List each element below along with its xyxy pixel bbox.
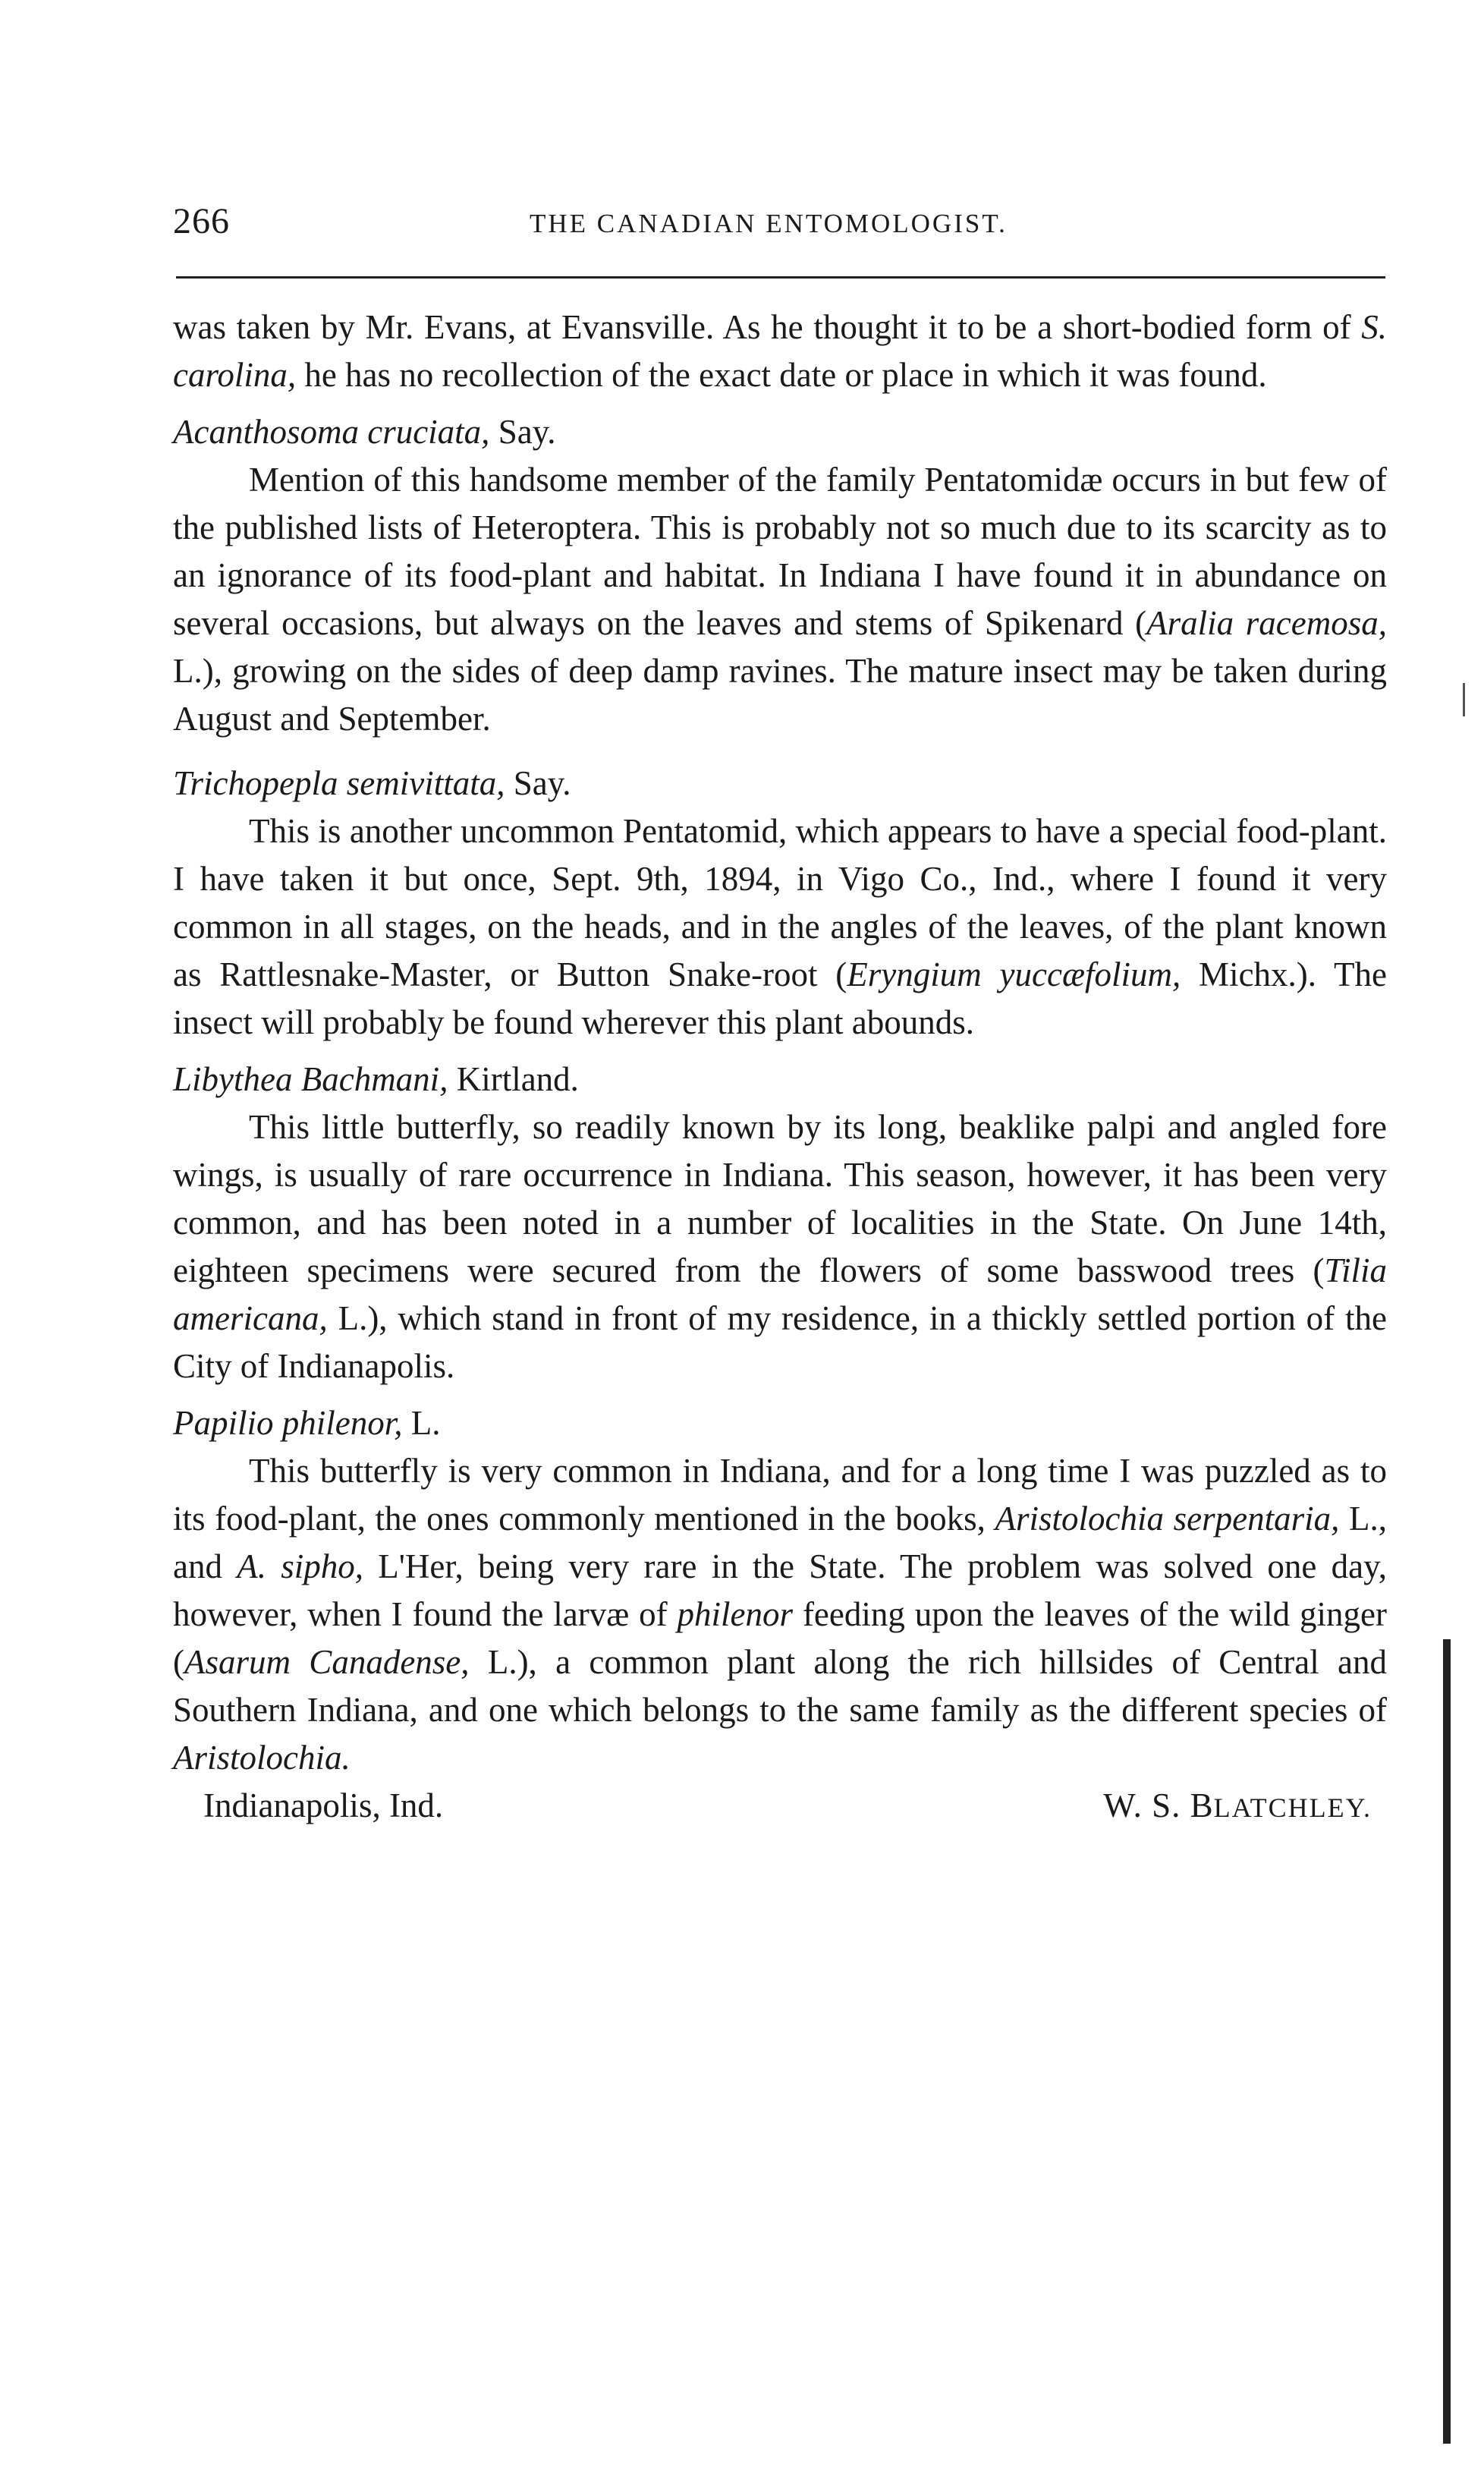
text-run: was taken by Mr. Evans, at Evansville. As he thought it to be a short-bodied form of <box>173 308 1362 346</box>
species-name: A. sipho, <box>237 1547 364 1585</box>
species-name: Tilia americana, <box>173 1251 1387 1337</box>
species-heading <box>173 408 1387 456</box>
page-number: 266 <box>173 201 230 241</box>
species-author: Kirtland. <box>448 1060 579 1098</box>
author-surname-rest: LATCHLEY. <box>1213 1793 1372 1823</box>
running-title: THE CANADIAN ENTOMOLOGIST. <box>530 209 1008 238</box>
text-run: he has no recollection of the exact date or place in which it was found. <box>296 356 1267 394</box>
page-header <box>173 199 1384 252</box>
text-run: L., and <box>173 1500 1388 1585</box>
text-run: L'Her, being very rare in the State. The problem was solved one day, however, when I found the larvæ of <box>173 1547 1387 1633</box>
author-initials: W. S. B <box>1103 1786 1214 1824</box>
signoff-author <box>1103 1782 1372 1832</box>
signoff <box>173 1782 1387 1830</box>
species-paragraph <box>173 807 1387 1047</box>
species-paragraph <box>173 456 1387 743</box>
species-heading <box>173 760 1387 807</box>
species-name: philenor <box>677 1595 794 1633</box>
species-author: L. <box>402 1404 441 1442</box>
species-name: Aristolochia. <box>173 1739 351 1777</box>
species-name: Acanthosoma cruciata, <box>173 413 490 451</box>
text-run: This little butterfly, so readily known by its long, beaklike palpi and angled fore wings, is usually of rare occurrence in Indiana. This season, however, it has been very common, and has been noted in a number of localities in the State. On June 14th, eighteen specimens were secured from the flowers of some basswood trees ( <box>173 1108 1387 1289</box>
text-run: L.), a common plant along the rich hillsides of Central and Southern Indiana, and one which belongs to the same family as the different species of <box>173 1643 1387 1729</box>
species-heading <box>173 1399 1387 1447</box>
intro-paragraph <box>173 304 1387 399</box>
text-run: This is another uncommon Pentatomid, which appears to have a special food-plant. I have taken it but once, Sept. 9th, 1894, in Vigo Co., Ind., where I found it very common in all stages, on the heads, and in the angles of the leaves, of the plant known as Rattlesnake-Master, or Button Snake-root ( <box>173 812 1387 993</box>
species-author: Say. <box>505 764 571 802</box>
species-name: Aristolochia serpentaria, <box>995 1500 1340 1538</box>
species-name: Libythea Bachmani, <box>173 1060 448 1098</box>
text-run: L.), which stand in front of my residence, in a thickly settled portion of the City of Indianapolis. <box>173 1299 1387 1385</box>
species-name: S. carolina, <box>173 308 1387 394</box>
header-rule <box>176 276 1385 279</box>
species-name: Asarum Canadense, <box>184 1643 470 1681</box>
species-name: Aralia racemosa, <box>1146 604 1387 642</box>
species-paragraph <box>173 1447 1387 1782</box>
text-run: L.), growing on the sides of deep damp ravines. The mature insect may be taken during August and September. <box>173 652 1387 738</box>
text-run: Mention of this handsome member of the family Pentatomidæ occurs in but few of the published lists of Heteroptera. This is probably not so much due to its scarcity as to an ignorance of its food-plant and habitat. In Indiana I have found it in abundance on several occasions, but always on the leaves and stems of Spikenard ( <box>173 461 1387 642</box>
species-author: Say. <box>489 413 556 451</box>
species-heading <box>173 1056 1387 1103</box>
text-run: feeding upon the leaves of the wild ginger ( <box>173 1595 1387 1681</box>
species-name: Trichopepla semivittata, <box>173 764 505 802</box>
scan-edge-mark <box>1463 683 1465 716</box>
article-body <box>173 304 1387 1830</box>
species-name: Papilio philenor, <box>173 1404 403 1442</box>
species-name: Eryngium yuccæfolium, <box>847 955 1181 993</box>
scan-edge-shadow <box>1443 1639 1451 2444</box>
text-run: This butterfly is very common in Indiana, and for a long time I was puzzled as to its food-plant, the ones commonly mentioned in the books, <box>173 1452 1387 1538</box>
species-paragraph <box>173 1103 1387 1390</box>
text-run: Michx.). The insect will probably be found wherever this plant abounds. <box>173 955 1387 1041</box>
signoff-place: Indianapolis, Ind. <box>203 1786 444 1824</box>
